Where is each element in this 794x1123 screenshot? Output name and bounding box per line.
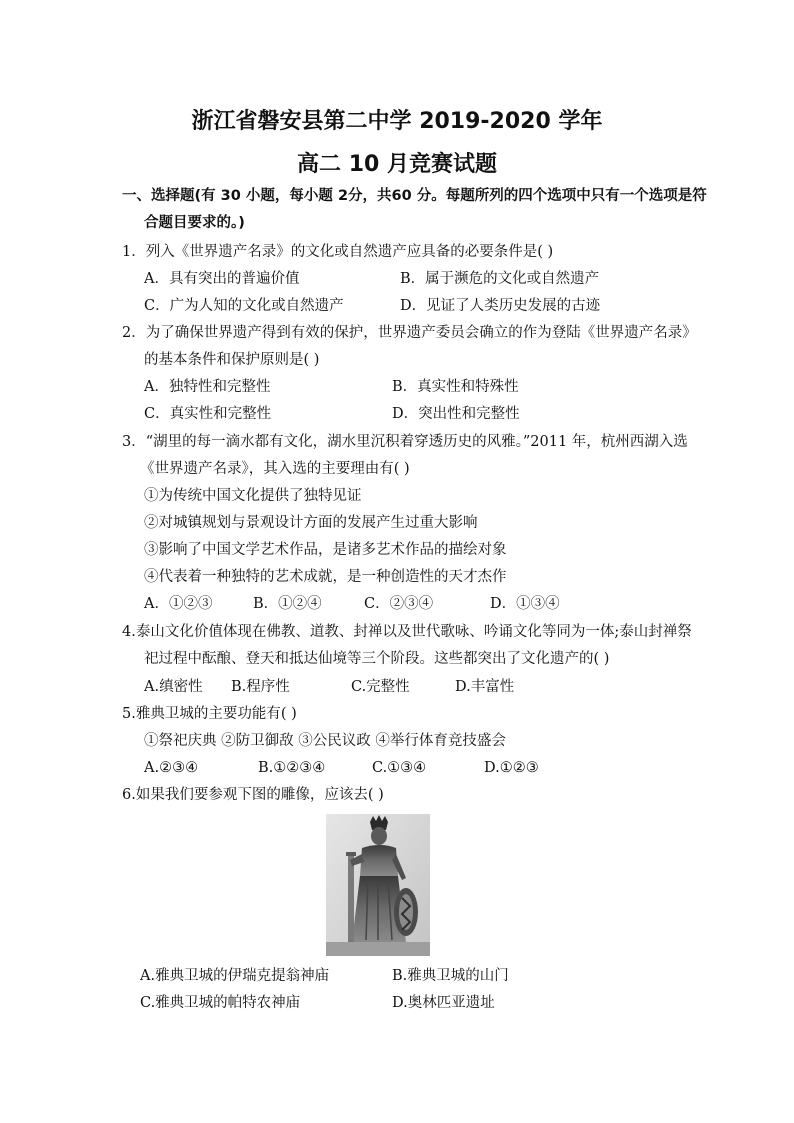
section-heading-cont: 合题目要求的。) [144, 215, 245, 231]
q4-option-c: C.完整性 [351, 679, 410, 695]
q1-stem: 1．列入《世界遗产名录》的文化或自然遗产应具备的必要条件是( ) [122, 244, 554, 260]
q6-stem: 6.如果我们要参观下图的雕像，应该去( ) [122, 787, 384, 803]
q2-option-a: A．独特性和完整性 [144, 379, 271, 395]
q1-option-a: A．具有突出的普遍价值 [144, 271, 300, 287]
q6-option-c: C.雅典卫城的帕特农神庙 [140, 995, 301, 1011]
athena-statue-image [326, 814, 430, 956]
section-heading: 一、选择题(有 30 小题，每小题 2分，共60 分。每题所列的四个选项中只有一个选项是符 [122, 188, 707, 204]
q3-option-a: A．①②③ [144, 596, 213, 612]
statue-illustration [326, 814, 430, 956]
q3-item-1: ①为传统中国文化提供了独特见证 [144, 488, 362, 504]
q5-option-a: A.②③④ [144, 760, 199, 776]
q2-option-d: D．突出性和完整性 [392, 406, 520, 422]
q4-option-b: B.程序性 [231, 679, 290, 695]
q3-item-4: ④代表着一种独特的艺术成就，是一种创造性的天才杰作 [144, 569, 507, 585]
exam-subtitle: 高二 10 月竞赛试题 [297, 152, 497, 177]
q2-option-b: B．真实性和特殊性 [392, 379, 519, 395]
q5-items: ①祭祀庆典 ②防卫御敌 ③公民议政 ④举行体育竞技盛会 [144, 733, 506, 749]
q4-option-a: A.缜密性 [144, 679, 203, 695]
q4-stem-cont: 祀过程中酝酿、登天和抵达仙境等三个阶段。这些都突出了文化遗产的( ) [144, 651, 610, 667]
q2-stem: 2．为了确保世界遗产得到有效的保护，世界遗产委员会确立的作为登陆《世界遗产名录》 [122, 325, 697, 341]
q2-stem-cont: 的基本条件和保护原则是( ) [144, 352, 320, 368]
q6-option-a: A.雅典卫城的伊瑞克提翁神庙 [140, 968, 330, 984]
q2-option-c: C．真实性和完整性 [144, 406, 272, 422]
exam-title: 浙江省磐安县第二中学 2019-2020 学年 [191, 109, 603, 134]
q1-option-b: B．属于濒危的文化或自然遗产 [400, 271, 600, 287]
q1-option-c: C．广为人知的文化或自然遗产 [144, 298, 344, 314]
q1-option-d: D．见证了人类历史发展的古迹 [400, 298, 601, 314]
q3-item-3: ③影响了中国文学艺术作品，是诸多艺术作品的描绘对象 [144, 542, 507, 558]
q6-option-d: D.奥林匹亚遗址 [392, 995, 495, 1011]
q3-option-b: B．①②④ [253, 596, 322, 612]
q5-stem: 5.雅典卫城的主要功能有( ) [122, 706, 297, 722]
q6-option-b: B.雅典卫城的山门 [392, 968, 509, 984]
q3-option-d: D．①③④ [490, 596, 560, 612]
q4-option-d: D.丰富性 [455, 679, 515, 695]
q5-option-c: C.①③④ [372, 760, 427, 776]
q4-stem: 4.泰山文化价值体现在佛教、道教、封禅以及世代歌咏、吟诵文化等同为一体;泰山封禅祭 [122, 624, 692, 640]
q3-stem-cont: 《世界遗产名录》，其入选的主要理由有( ) [140, 461, 410, 477]
q3-item-2: ②对城镇规划与景观设计方面的发展产生过重大影响 [144, 515, 478, 531]
q5-option-b: B.①②③④ [258, 760, 326, 776]
q3-stem: 3．“湖里的每一滴水都有文化，湖水里沉积着穿透历史的风雅。”2011 年，杭州西湖入选 [122, 434, 688, 450]
q5-option-d: D.①②③ [484, 760, 539, 776]
q3-option-c: C．②③④ [364, 596, 434, 612]
